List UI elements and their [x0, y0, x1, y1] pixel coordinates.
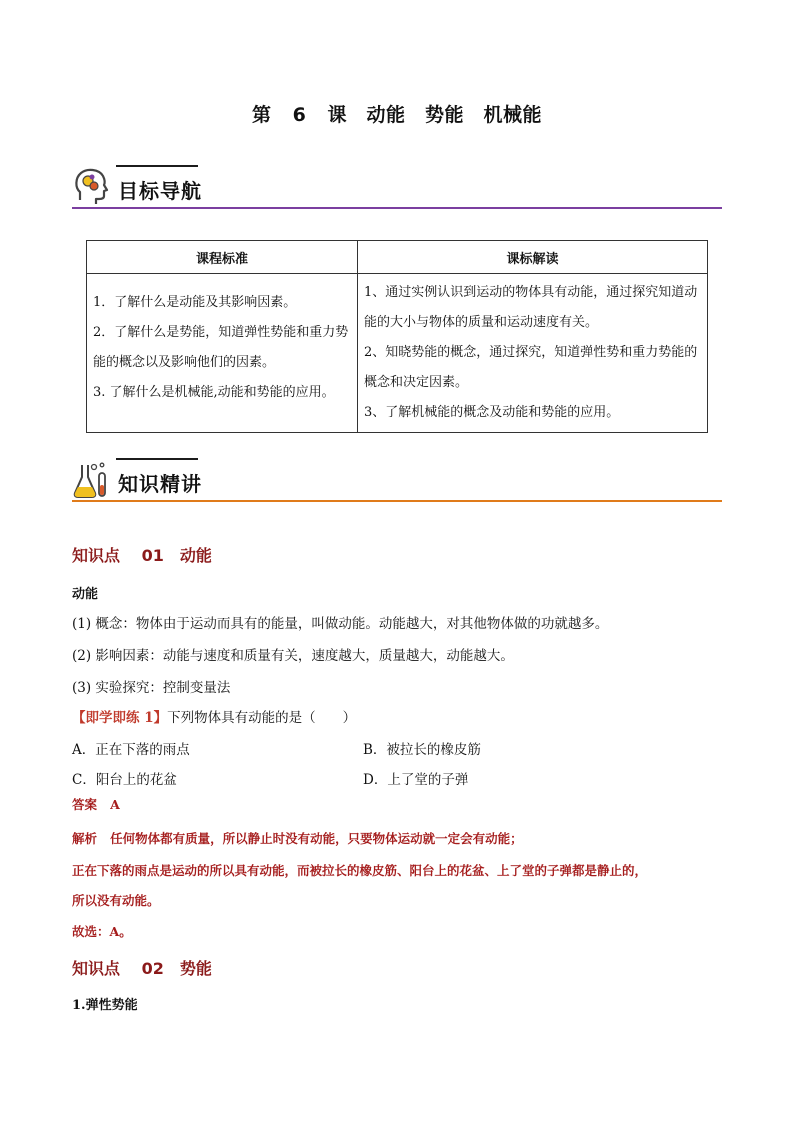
section-title-knowledge: 知识精讲: [118, 472, 202, 496]
list-item: 3. 了解什么是机械能,动能和势能的应用。: [93, 385, 335, 400]
knowledge-point-1-title: 知识点 01 动能: [72, 546, 212, 565]
text-line-experiment: (3) 实验探究：控制变量法: [72, 680, 231, 696]
analysis-line-2: 正在下落的雨点是运动的所以具有动能，而被拉长的橡皮筋、阳台上的花盆、上了堂的子弹都是静止的，: [72, 863, 648, 878]
section-top-rule: [116, 458, 198, 460]
table-header-standard: 课程标准: [87, 241, 358, 274]
exercise-question: [72, 706, 356, 726]
exercise-tag: 【即学即练 1】: [72, 710, 168, 726]
subheading-elastic-potential: 1.弹性势能: [72, 998, 138, 1013]
exercise-text: 下列物体具有动能的是（ ）: [167, 710, 357, 726]
list-item: 3、了解机械能的概念及动能和势能的应用。: [364, 405, 620, 420]
knowledge-point-2-title: 知识点 02 势能: [72, 959, 212, 978]
analysis-line-3: 所以没有动能。: [72, 893, 160, 908]
section-header-goals: [72, 163, 722, 209]
table-header-row: [87, 241, 708, 274]
section-rule-purple: [72, 207, 722, 209]
answer-label: 答案: [72, 797, 98, 812]
subheading-kinetic-energy: 动能: [72, 587, 99, 602]
answer-line: [72, 795, 120, 813]
brain-gears-icon: [72, 166, 112, 206]
section-rule-orange: [72, 500, 722, 502]
section-title-goals: 目标导航: [118, 179, 202, 203]
answer-value: A: [110, 797, 120, 812]
list-item: 1．了解什么是动能及其影响因素。: [93, 295, 297, 310]
table-cell-interpretation: [358, 274, 708, 433]
list-item: 2、知晓势能的概念，通过探究，知道弹性势和重力势能的概念和决定因素。: [364, 345, 698, 390]
analysis-line-1: [72, 829, 523, 847]
option-d: D．上了堂的子弹: [363, 772, 469, 788]
list-item: 1、通过实例认识到运动的物体具有动能，通过探究知道动能的大小与物体的质量和运动速度有关。: [364, 285, 698, 330]
table-cell-standards: [87, 274, 358, 433]
page-title: 第 6 课 动能 势能 机械能: [252, 104, 542, 126]
option-a: A．正在下落的雨点: [72, 742, 190, 758]
analysis-conclusion: 故选：A。: [72, 924, 132, 939]
lab-flask-icon: [72, 459, 112, 499]
text-line-factors: (2) 影响因素：动能与速度和质量有关，速度越大，质量越大，动能越大。: [72, 648, 514, 664]
text-line-concept: (1) 概念：物体由于运动而具有的能量，叫做动能。动能越大，对其他物体做的功就越多。: [72, 616, 609, 632]
standards-table: [86, 240, 708, 433]
option-b: B．被拉长的橡皮筋: [363, 742, 481, 758]
table-row: [87, 274, 708, 433]
option-c: C．阳台上的花盆: [72, 772, 177, 788]
analysis-text-1: 任何物体都有质量，所以静止时没有动能，只要物体运动就一定会有动能；: [110, 831, 523, 846]
table-header-interpretation: 课标解读: [358, 241, 708, 274]
list-item: 2．了解什么是势能，知道弹性势能和重力势能的概念以及影响他们的因素。: [93, 325, 349, 370]
section-top-rule: [116, 165, 198, 167]
section-header-knowledge: [72, 456, 722, 502]
analysis-label: 解析: [72, 831, 98, 846]
